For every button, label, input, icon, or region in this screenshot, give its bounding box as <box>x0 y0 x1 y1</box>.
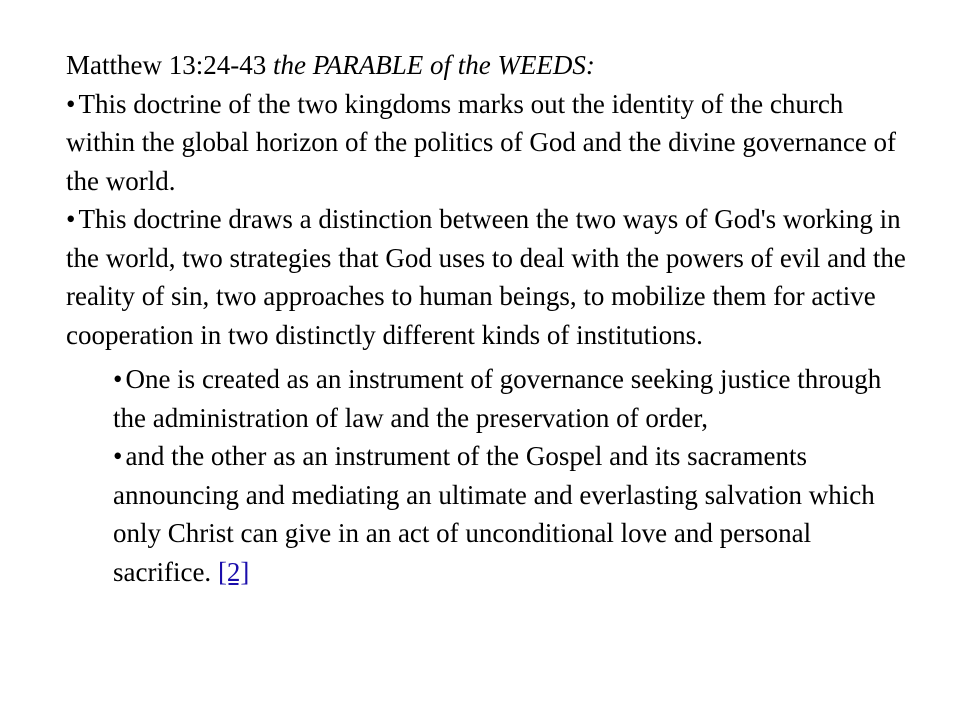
sub-bullet-text: and the other as an instrument of the Gospel and its sacraments announcing and mediating an ultimate and everlasting salvation which only Christ can give in an act of unconditional love and personal sacrifice. <box>113 441 875 587</box>
sub-bullet-item <box>113 437 906 591</box>
slide-title <box>66 46 906 85</box>
bullet-item <box>66 85 906 201</box>
bullet-icon: • <box>66 88 76 119</box>
reference-link[interactable]: [2] <box>217 556 250 587</box>
sub-bullet-text: One is created as an instrument of governance seeking justice through the administration of law and the preservation of order, <box>113 364 882 433</box>
bullet-icon: • <box>113 364 123 394</box>
bullet-text: This doctrine draws a distinction between the two ways of God's working in the world, two strategies that God uses to deal with the powers of evil and the reality of sin, two approaches to human beings, to mobilize them for active cooperation in two distinctly different kinds of institutions. <box>66 204 906 350</box>
bullet-text: This doctrine of the two kingdoms marks out the identity of the church within the global horizon of the politics of God and the divine governance of the world. <box>66 88 897 196</box>
bullet-item <box>66 200 906 354</box>
bullet-icon: • <box>113 441 123 471</box>
slide-content <box>66 46 906 591</box>
bullet-icon: • <box>66 204 76 234</box>
sub-bullet-item <box>113 360 906 437</box>
title-prefix: Matthew 13:24-43 <box>66 50 273 80</box>
title-italic: the PARABLE of the WEEDS: <box>272 50 595 80</box>
